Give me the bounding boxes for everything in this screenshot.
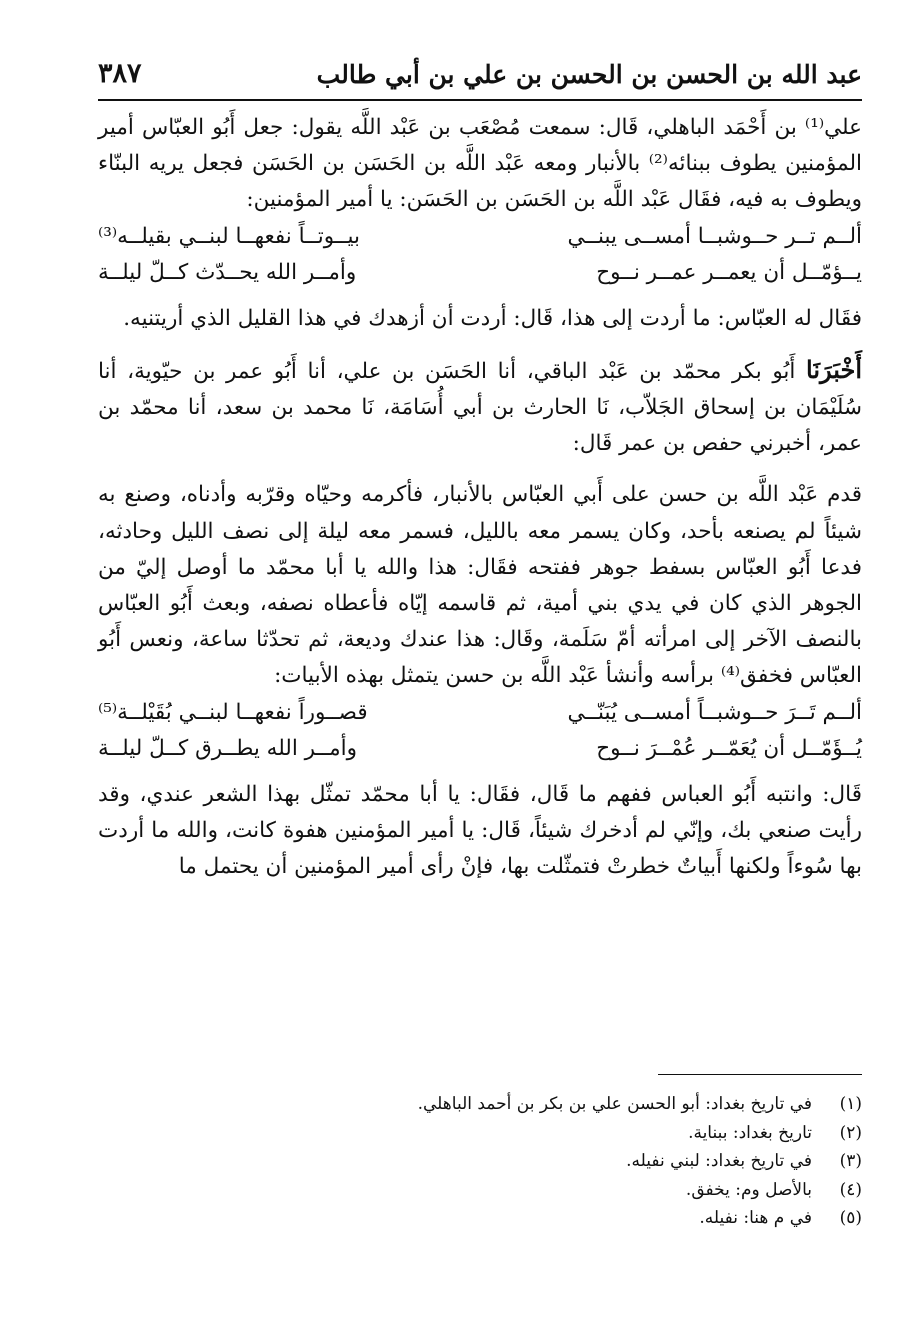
poem-2-verse-1 [98, 695, 862, 731]
hemistich: وأمــر الله يطــرق كــلّ ليلــة [98, 735, 357, 761]
footnote-text: في م هنا: نفيله. [699, 1208, 812, 1228]
poem-1 [98, 219, 862, 291]
hemistich: ألــم تــر حــوشبــا أمســى يبنــي [567, 223, 862, 249]
footnote-number: (٢) [839, 1122, 862, 1143]
footnote-3 [98, 1147, 862, 1176]
footnotes [98, 1090, 862, 1233]
hemistich: قصــوراً نفعهــا لبنــي بُقَيْلــة⁽⁵⁾ [98, 699, 368, 725]
isnad-lead-word: أَخْبَرَنَا [806, 354, 862, 384]
footnote-number: (٣) [839, 1151, 862, 1171]
footnote-5 [98, 1204, 862, 1233]
paragraph-2: فقَال له العبّاس: ما أردت إلى هذا، قَال: أردت أن أزهدك في هذا القليل الذي أريتنيه. [123, 305, 862, 331]
header-rule [98, 99, 862, 101]
footnote-text: في تاريخ بغداد: لبني نفيله. [626, 1151, 812, 1171]
footnote-2 [98, 1119, 862, 1148]
footnote-4 [98, 1176, 862, 1205]
hemistich: بيــوتــاً نفعهــا لبنــي بقيلــه⁽³⁾ [98, 223, 360, 249]
footnote-text: تاريخ بغداد: ببناية. [688, 1122, 812, 1143]
hemistich: يــؤمّــل أن يعمــر عمــر نــوح [596, 259, 862, 285]
footnote-rule [658, 1074, 862, 1075]
poem-2 [98, 695, 862, 767]
hemistich: وأمــر الله يحــدّث كــلّ ليلــة [98, 259, 357, 285]
footnote-text: في تاريخ بغداد: أبو الحسن علي بن بكر بن أحمد الباهلي. [417, 1094, 812, 1114]
hemistich: ألــم تَــرَ حــوشبــاً أمســى يُبَنّــي [567, 699, 862, 725]
page-number: ٣٨٧ [98, 58, 142, 89]
footnote-text: بالأصل وم: يخفق. [685, 1179, 812, 1200]
main-text [98, 110, 862, 885]
paragraph-3 [98, 352, 862, 463]
running-header [98, 56, 862, 96]
poem-1-verse-1 [98, 219, 862, 255]
hemistich: يُــؤَمّــل أن يُعَمّــر عُمْــرَ نــوح [596, 735, 862, 761]
paragraph-5: قَال: وانتبه أَبُو العباس ففهم ما قَال، فقَال: يا أبا محمّد تمثّل بهذا الشعر عندي، وقد رأيت صنعي بك، وإنّي لم أدخرك شيئاً، قَال: يا أمير المؤمنين هفوة كانت، والله ما أردت بها سُوءاً ولكنها أَبياتٌ خطرتْ فتمثّلت بها، فإنْ رأى أمير المؤمنين أن يحتمل ما [98, 781, 862, 880]
paragraph-1: علي⁽¹⁾ بن أَحْمَد الباهلي، قَال: سمعت مُصْعَب بن عَبْد اللَّه يقول: جعل أَبُو العبّاس أمير المؤمنين يطوف ببنائه⁽²⁾ بالأنبار ومعه عَبْد اللَّه بن الحَسَن بن الحَسَن فجعل يريه البنّاء ويطوف به فيه، فقَال عَبْد اللَّه بن الحَسَن بن الحَسَن: يا أمير المؤمنين: [98, 115, 863, 213]
poem-2-verse-2 [98, 731, 862, 767]
footnote-number: (٥) [839, 1208, 862, 1228]
header-title: عبد الله بن الحسن بن الحسن بن علي بن أبي طالب [316, 60, 862, 89]
paragraph-3-text: أَبُو بكر محمّد بن عَبْد الباقي، أنا الحَسَن بن علي، أنا أَبُو عمر بن حيّوية، أنا سُلَيْمَان بن إسحاق الجَلاّب، نَا الحارث بن أبي أُسَامَة، نَا محمد بن سعد، أنا محمّد بن عمر، أخبرني حفص بن عمر قَال: [98, 358, 862, 457]
footnote-number: (١) [839, 1094, 862, 1114]
poem-1-verse-2 [98, 255, 862, 291]
paragraph-4: قدم عَبْد اللَّه بن حسن على أَبي العبّاس بالأنبار، فأكرمه وحيّاه وقرّبه وأدناه، وصنع به شيئاً لم يصنعه بأحد، وكان يسمر معه بالليل، فسمر معه ليلة إلى نصف الليل وحادثه، فدعا أَبُو العبّاس بسفط جوهر ففتحه فقَال: هذا والله يا أبا محمّد ما أوصل إليّ من الجوهر الذي كان في يدي بني أمية، ثم قاسمه إيّاه فأعطاه نصفه، وبعث أَبُو العبّاس بالنصف الآخر إلى امرأته أمّ سَلَمة، وقَال: هذا عندك وديعة، ثم تحدّثا ساعة، ونعس أَبُو العبّاس فخفق⁽⁴⁾ برأسه وأنشأ عَبْد اللَّه بن حسن يتمثل بهذه الأبيات: [98, 482, 862, 689]
footnote-number: (٤) [839, 1179, 862, 1200]
footnote-1 [98, 1090, 862, 1119]
